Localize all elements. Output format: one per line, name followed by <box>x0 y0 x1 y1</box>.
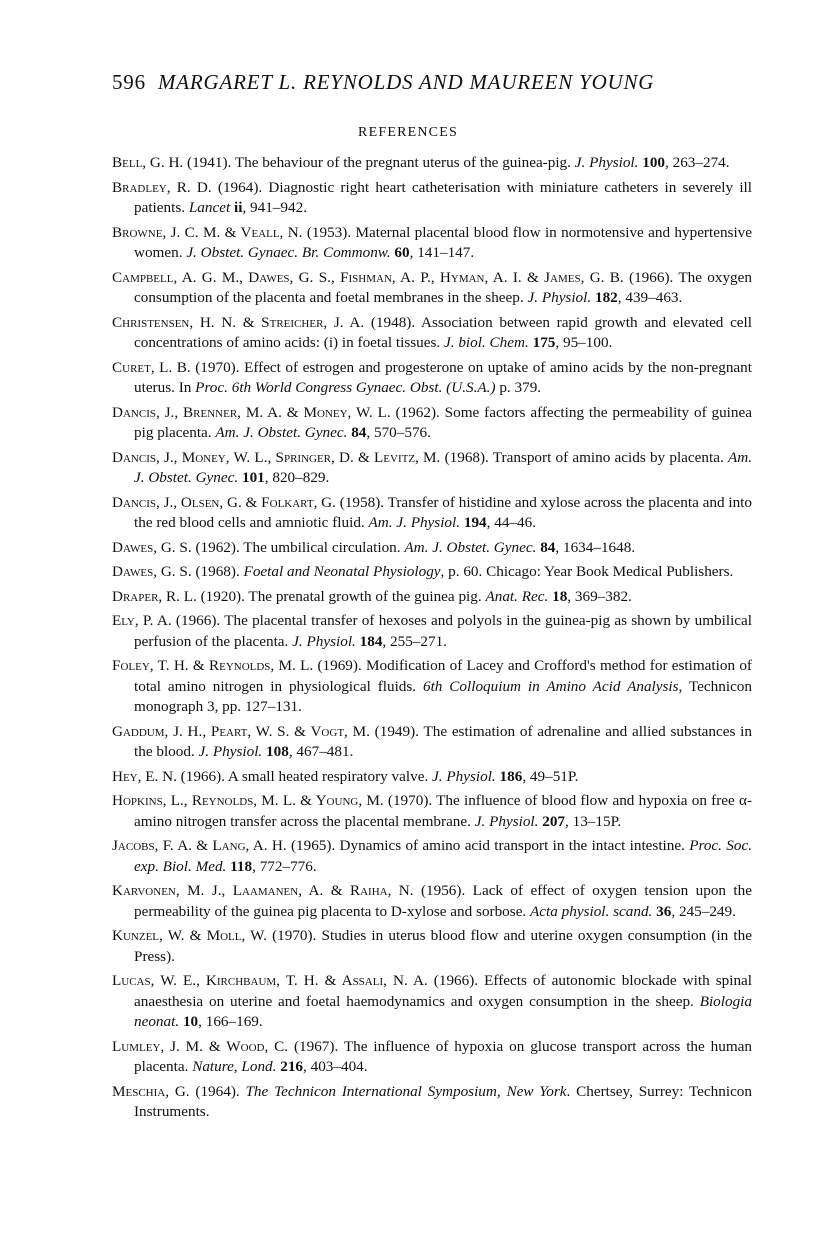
reference-journal: Am. J. Physiol. <box>368 514 461 531</box>
reference-volume: 175 <box>528 334 556 351</box>
reference-volume: 182 <box>591 289 618 306</box>
reference-pages: , 44–46. <box>486 514 536 531</box>
reference-authors: Bradley, R. D. <box>112 178 212 196</box>
reference-text: (1968). <box>191 563 244 581</box>
reference-pages: , 255–271. <box>382 632 447 650</box>
reference-volume: 36 <box>652 902 672 920</box>
reference-journal: J. Physiol. <box>574 154 639 171</box>
reference-authors: Bell, G. H. <box>112 154 184 171</box>
reference-pages: , 263–274. <box>665 154 730 171</box>
reference-entry <box>112 1082 752 1123</box>
reference-entry <box>112 178 752 219</box>
reference-volume: 216 <box>276 1058 304 1076</box>
reference-journal: 6th Colloquium in Amino Acid Analysis <box>422 677 679 695</box>
reference-entry <box>112 448 752 489</box>
reference-authors: Jacobs, F. A. & Lang, A. H. <box>112 837 287 855</box>
reference-journal: J. Physiol. <box>527 289 592 306</box>
reference-pages: , 141–147. <box>409 244 475 261</box>
reference-authors: Dawes, G. S. <box>112 538 192 556</box>
reference-pages: , 820–829. <box>264 469 330 486</box>
reference-authors: Foley, T. H. & Reynolds, M. L. <box>112 657 314 675</box>
reference-pages: , 13–15P. <box>565 812 622 830</box>
reference-text: (1964). Diagnostic right heart catheterisation with miniature catheters in severely ill patients. <box>134 178 752 216</box>
reference-volume: 100 <box>638 154 666 171</box>
reference-text: (1970). Studies in uterus blood flow and uterine oxygen consumption (in the Press). <box>134 927 752 965</box>
reference-volume: 84 <box>347 424 367 441</box>
reference-pages: , 467–481. <box>288 743 354 761</box>
reference-text: (1970). The influence of blood flow and hypoxia on free α-amino nitrogen transfer across the placental membrane. <box>134 792 753 830</box>
running-head-authors: MARGARET L. REYNOLDS AND MAUREEN YOUNG <box>157 70 655 94</box>
reference-list <box>112 153 752 1127</box>
reference-entry <box>112 611 752 652</box>
reference-text: (1920). The prenatal growth of the guinea pig. <box>196 587 486 605</box>
reference-journal: J. Physiol. <box>198 743 263 761</box>
reference-pages: , 166–169. <box>198 1013 263 1031</box>
reference-authors: Hopkins, L., Reynolds, M. L. & Young, M. <box>112 792 384 810</box>
reference-volume: 108 <box>262 743 289 761</box>
reference-text: (1969). Modification of Lacey and Crofford's method for estimation of total amino nitrogen in physiological fluids. <box>134 657 752 695</box>
reference-entry <box>112 926 752 967</box>
reference-pages: , p. 60. Chicago: Year Book Medical Publishers. <box>440 563 734 581</box>
reference-journal: J. Physiol. <box>292 632 356 650</box>
reference-text: (1941). The behaviour of the pregnant uterus of the guinea-pig. <box>183 154 575 171</box>
reference-entry <box>112 223 752 264</box>
page-number: 596 <box>112 70 146 94</box>
reference-journal: J. biol. Chem. <box>444 334 529 351</box>
reference-authors: Karvonen, M. J., Laamanen, A. & Raiha, N. <box>112 882 414 900</box>
reference-journal: The Technicon International Symposium, New York <box>245 1082 567 1100</box>
reference-text: (1970). Effect of estrogen and progesterone on uptake of amino acids by the non-pregnant uterus. In <box>134 358 752 396</box>
reference-entry <box>112 268 752 309</box>
reference-volume: 207 <box>538 812 566 830</box>
reference-text: (1962). Some factors affecting the permeability of guinea pig placenta. <box>134 403 752 441</box>
reference-authors: Lucas, W. E., Kirchbaum, T. H. & Assali, N. A. <box>112 972 428 990</box>
reference-text: (1948). Association between rapid growth and elevated cell concentrations of amino acids: (i) in foetal tissues. <box>134 313 752 351</box>
reference-authors: Meschia, G. <box>112 1082 190 1100</box>
reference-entry <box>112 791 752 832</box>
reference-pages: , 941–942. <box>242 199 307 216</box>
reference-entry <box>112 767 752 787</box>
reference-authors: Dancis, J., Money, W. L., Springer, D. & Levitz, M. <box>112 448 441 466</box>
reference-text: (1962). The umbilical circulation. <box>191 538 405 556</box>
reference-pages: , 772–776. <box>252 857 317 875</box>
reference-volume: 194 <box>460 514 487 531</box>
section-title: REFERENCES <box>358 125 458 140</box>
reference-journal: J. Physiol. <box>474 812 539 830</box>
reference-volume: 10 <box>179 1013 199 1031</box>
reference-entry <box>112 881 752 922</box>
reference-journal: Lancet <box>188 199 231 216</box>
reference-authors: Dancis, J., Olsen, G. & Folkart, G. <box>112 493 336 511</box>
reference-volume: 84 <box>536 538 556 556</box>
reference-entry <box>112 153 752 173</box>
reference-text: (1966). A small heated respiratory valve. <box>176 767 433 785</box>
reference-text: (1966). Effects of autonomic blockade with spinal anaesthesia on uterine and foetal haemodynamics and oxygen consumption in the sheep. <box>134 972 752 1010</box>
reference-entry <box>112 722 752 763</box>
reference-pages: , 403–404. <box>303 1058 368 1076</box>
reference-entry <box>112 493 752 534</box>
reference-pages: , 439–463. <box>617 289 683 306</box>
reference-entry <box>112 538 752 558</box>
reference-pages: , 570–576. <box>366 424 431 441</box>
reference-journal: J. Obstet. Gynaec. Br. Commonw. <box>186 244 391 261</box>
reference-pages: , 1634–1648. <box>555 538 636 556</box>
reference-journal: Nature, Lond. <box>192 1058 277 1076</box>
reference-pages: , Technicon monograph 3, pp. 127–131. <box>134 677 752 716</box>
reference-pages: , 245–249. <box>671 902 736 920</box>
reference-journal: Am. J. Obstet. Gynec. <box>404 538 537 556</box>
running-head <box>112 70 752 95</box>
reference-text: (1953). Maternal placental blood flow in normotensive and hypertensive women. <box>134 223 753 261</box>
reference-authors: Curet, L. B. <box>112 358 191 376</box>
reference-journal: Anat. Rec. <box>485 587 549 605</box>
reference-authors: Lumley, J. M. & Wood, C. <box>112 1037 289 1055</box>
reference-entry <box>112 656 752 717</box>
reference-entry <box>112 971 752 1032</box>
reference-entry <box>112 403 752 444</box>
reference-text: (1966). The placental transfer of hexoses and polyols in the guinea-pig as shown by umbilical perfusion of the placenta. <box>134 612 753 650</box>
reference-text: (1949). The estimation of adrenaline and allied substances in the blood. <box>134 722 752 761</box>
reference-text: (1967). The influence of hypoxia on glucose transport across the human placenta. <box>134 1037 752 1076</box>
reference-pages: , 369–382. <box>567 587 632 605</box>
reference-journal: Am. J. Obstet. Gynec. <box>134 448 752 486</box>
reference-volume: 186 <box>495 767 523 785</box>
reference-journal: Foetal and Neonatal Physiology <box>243 563 441 581</box>
reference-entry <box>112 562 752 582</box>
reference-authors: Draper, R. L. <box>112 587 197 605</box>
reference-volume: ii <box>230 199 243 216</box>
reference-journal: Biologia neonat. <box>134 992 752 1031</box>
reference-authors: Dawes, G. S. <box>112 563 192 581</box>
reference-pages: . Chertsey, Surrey: Technicon Instruments. <box>134 1082 752 1121</box>
reference-entry <box>112 358 752 399</box>
reference-volume: 101 <box>238 469 265 486</box>
reference-journal: Proc. 6th World Congress Gynaec. Obst. (U.S.A.) <box>195 379 496 396</box>
reference-journal: Proc. Soc. exp. Biol. Med. <box>134 837 753 875</box>
reference-authors: Dancis, J., Brenner, M. A. & Money, W. L. <box>112 403 391 421</box>
reference-authors: Hey, E. N. <box>112 767 177 785</box>
reference-entry <box>112 836 752 877</box>
reference-authors: Ely, P. A. <box>112 612 172 630</box>
reference-text: (1958). Transfer of histidine and xylose across the placenta and into the red blood cells and amniotic fluid. <box>134 493 752 531</box>
reference-authors: Christensen, H. N. & Streicher, J. A. <box>112 313 365 331</box>
reference-text: (1964). <box>189 1082 246 1100</box>
reference-text: (1956). Lack of effect of oxygen tension upon the permeability of the guinea pig placenta to D-xylose and sorbose. <box>134 882 752 920</box>
reference-volume: 18 <box>548 587 568 605</box>
reference-journal: Am. J. Obstet. Gynec. <box>215 424 348 441</box>
reference-entry <box>112 313 752 354</box>
reference-journal: Acta physiol. scand. <box>530 902 653 920</box>
reference-authors: Campbell, A. G. M., Dawes, G. S., Fishman, A. P., Hyman, A. I. & James, G. B. <box>112 268 624 286</box>
reference-text: (1968). Transport of amino acids by placenta. <box>440 448 728 466</box>
reference-authors: Gaddum, J. H., Peart, W. S. & Vogt, M. <box>112 722 370 740</box>
reference-text: (1966). The oxygen consumption of the placenta and foetal membranes in the sheep. <box>134 268 752 306</box>
reference-volume: 184 <box>355 632 383 650</box>
reference-volume: 60 <box>390 244 410 261</box>
reference-text: (1965). Dynamics of amino acid transport in the intact intestine. <box>286 837 690 855</box>
reference-journal: J. Physiol. <box>432 767 496 785</box>
reference-volume: 118 <box>226 857 253 875</box>
reference-entry <box>112 1037 752 1078</box>
reference-authors: Kunzel, W. & Moll, W. <box>112 927 267 945</box>
reference-entry <box>112 587 752 607</box>
reference-pages: p. 379. <box>495 379 542 396</box>
reference-pages: , 49–51P. <box>522 767 579 785</box>
reference-authors: Browne, J. C. M. & Veall, N. <box>112 223 303 241</box>
reference-pages: , 95–100. <box>555 334 613 351</box>
